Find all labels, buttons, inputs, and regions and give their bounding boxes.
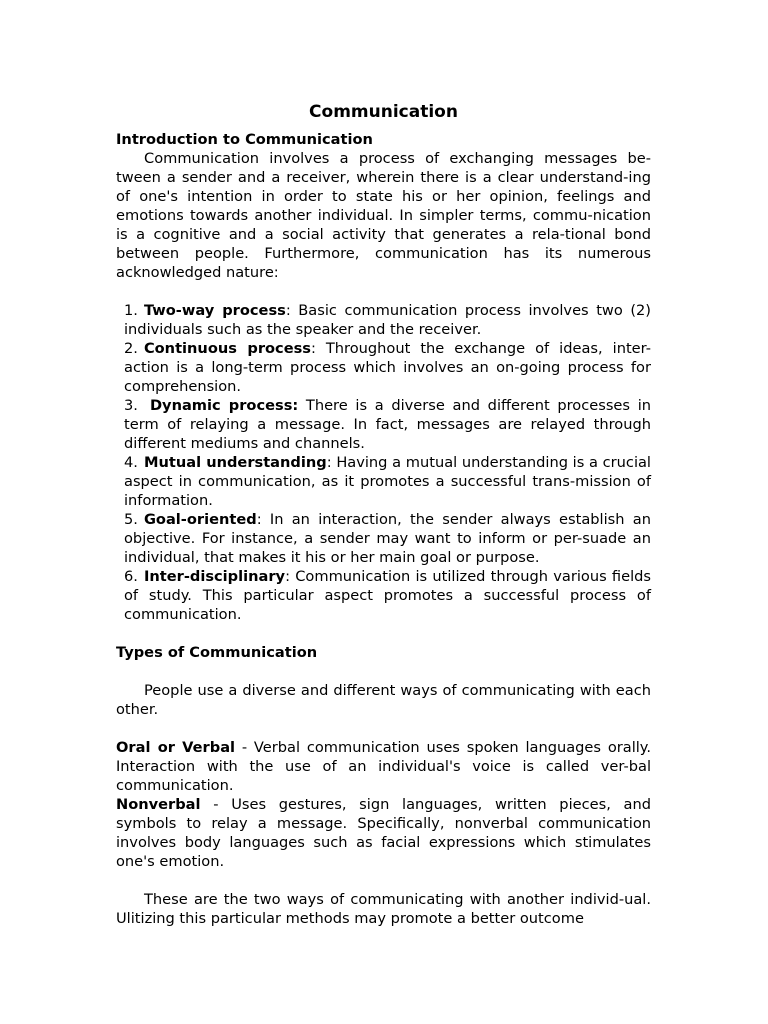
types-paragraph: People use a diverse and different ways of communicating with each other. [116,682,651,718]
types-heading: Types of Communication [116,644,318,661]
list-text: Having a mutual understanding is a crucial aspect in communication, as it promotes a successful trans-mission of information. [124,454,651,509]
list-term: Dynamic process: [149,397,299,414]
list-text: Communication is utilized through various fields of study. This particular aspect promotes a successful process of communication. [124,568,651,623]
list-term: Mutual understanding [143,454,327,471]
list-number: 6. [124,568,138,585]
list-text: There is a diverse and different processes in term of relaying a message. In fact, messages are relayed through different mediums and channels. [124,397,651,452]
spacer [116,871,651,890]
nonverbal-term: Nonverbal [116,796,201,813]
list-separator: : [310,340,316,357]
list-item [124,396,651,453]
list-term: Inter-disciplinary [143,568,286,585]
page-title: Communication [309,102,458,122]
oral-verbal-term: Oral or Verbal [116,739,236,756]
spacer [116,719,651,738]
nonverbal-text: - Uses gestures, sign languages, written pieces, and symbols to relay a message. Specifically, nonverbal communication involves body languages such as facial expressions which stimulates one's emotion. [116,796,651,870]
nature-list [116,301,651,624]
spacer [116,624,651,643]
list-text: Basic communication process involves two (2) individuals such as the speaker and the receiver. [124,302,651,338]
list-separator: : [285,568,290,585]
list-text: In an interaction, the sender always establish an objective. For instance, a sender may want to inform or per-suade an individual, that makes it his or her main goal or purpose. [124,511,651,566]
list-term: Two-way process [143,302,286,319]
list-item [124,453,651,510]
list-number: 5. [124,511,138,528]
oral-verbal-text: - Verbal communication uses spoken languages orally. Interaction with the use of an individual's voice is called ver-bal communication. [116,739,651,794]
spacer [116,662,651,681]
nonverbal-paragraph [116,795,651,871]
list-term: Continuous process [143,340,311,357]
intro-paragraph: Communication involves a process of exchanging messages be-tween a sender and a receiver, wherein there is a clear understand-ing of one's intention in order to state his or her opinion, feelings and emotions towards another individual. In simpler terms, commu-nication is a cognitive and a social activity that generates a rela-tional bond between people. Furthermore, communication has its numerous acknowledged nature: [116,150,651,281]
list-separator: : [256,511,262,528]
closing-paragraph: These are the two ways of communicating with another individ-ual. Ulitizing this particular methods may promote a better outcome [116,891,651,927]
list-number: 3. [124,397,138,414]
list-separator: : [285,302,291,319]
list-separator: : [326,454,332,471]
list-number: 1. [124,302,138,319]
spacer [116,282,651,301]
list-term: Goal-oriented [143,511,257,528]
document-page [116,100,651,928]
list-number: 2. [124,340,138,357]
list-item [124,339,651,396]
intro-heading: Introduction to Communication [116,131,373,148]
list-number: 4. [124,454,138,471]
list-item [124,510,651,567]
oral-verbal-paragraph [116,738,651,795]
list-item [124,301,651,339]
list-text: Throughout the exchange of ideas, inter-action is a long-term process which involves an on-going process for comprehension. [124,340,651,395]
list-item [124,567,651,624]
